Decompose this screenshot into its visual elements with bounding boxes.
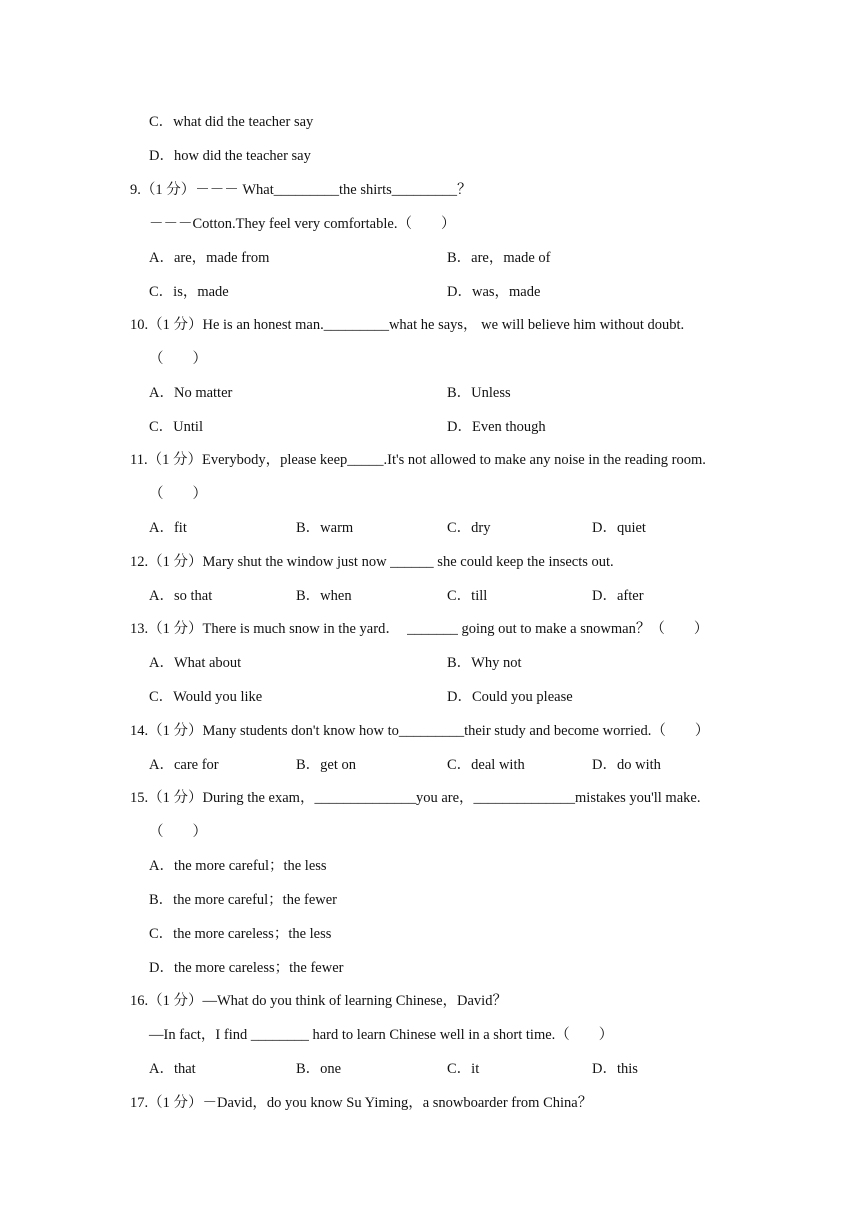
option-a: A．care for <box>149 757 219 773</box>
option-a: A．No matter <box>149 385 233 401</box>
option-d: D．Even though <box>447 419 546 435</box>
option-b: B．the more careful；the fewer <box>149 892 338 908</box>
option-a: A．that <box>149 1061 196 1077</box>
question-11-paren: （ ） <box>149 486 207 502</box>
option-d-q8: D．how did the teacher say <box>149 148 311 164</box>
option-a: A．so that <box>149 588 213 604</box>
question-16-answer-line: —In fact，I find ________ hard to learn Chinese well in a short time.（ ） <box>149 1027 614 1043</box>
option-d: D．do with <box>592 757 661 773</box>
option-a: A．fit <box>149 520 187 536</box>
option-b: B．one <box>296 1061 342 1077</box>
question-13: 13.（1 分）There is much snow in the yard． _______ going out to make a snowman？（ ） <box>130 621 709 637</box>
option-b: B．are，made of <box>447 250 551 266</box>
option-a: A．are，made from <box>149 250 270 266</box>
option-b: B．Unless <box>447 385 511 401</box>
question-10: 10.（1 分）He is an honest man._________what he says， we will believe him without doubt. <box>130 317 685 333</box>
question-9: 9.（1 分）－－－ What_________the shirts_________？ <box>130 182 472 198</box>
option-d: D．the more careless；the fewer <box>149 960 344 976</box>
option-a: A．the more careful；the less <box>149 858 327 874</box>
question-9-answer-line: －－－Cotton.They feel very comfortable.（ ） <box>149 216 456 232</box>
option-d: D．this <box>592 1061 638 1077</box>
option-b: B．warm <box>296 520 354 536</box>
option-b: B．get on <box>296 757 357 773</box>
option-c: C．Would you like <box>149 689 263 705</box>
question-15: 15.（1 分）During the exam，______________you are，______________mistakes you'll make. <box>130 790 701 806</box>
question-17: 17.（1 分）－David，do you know Su Yiming，a snowboarder from China？ <box>130 1095 593 1111</box>
option-b: B．when <box>296 588 352 604</box>
option-c: C．dry <box>447 520 491 536</box>
question-12: 12.（1 分）Mary shut the window just now ______ she could keep the insects out. <box>130 554 614 570</box>
option-c: C．Until <box>149 419 203 435</box>
option-c: C．deal with <box>447 757 525 773</box>
option-c: C．it <box>447 1061 480 1077</box>
option-c-q8: C．what did the teacher say <box>149 114 314 130</box>
option-c: C．is，made <box>149 284 229 300</box>
option-c: C．the more careless；the less <box>149 926 332 942</box>
option-d: D．was，made <box>447 284 541 300</box>
question-11: 11.（1 分）Everybody，please keep_____.It's not allowed to make any noise in the reading room. <box>130 452 706 468</box>
option-c: C．till <box>447 588 488 604</box>
option-b: B．Why not <box>447 655 522 671</box>
question-15-paren: （ ） <box>149 824 207 840</box>
question-16: 16.（1 分）—What do you think of learning Chinese，David？ <box>130 993 507 1009</box>
question-10-paren: （ ） <box>149 351 207 367</box>
option-d: D．quiet <box>592 520 646 536</box>
option-a: A．What about <box>149 655 242 671</box>
option-d: D．Could you please <box>447 689 573 705</box>
option-d: D．after <box>592 588 644 604</box>
question-14: 14.（1 分）Many students don't know how to_________their study and become worried.（ ） <box>130 723 710 739</box>
